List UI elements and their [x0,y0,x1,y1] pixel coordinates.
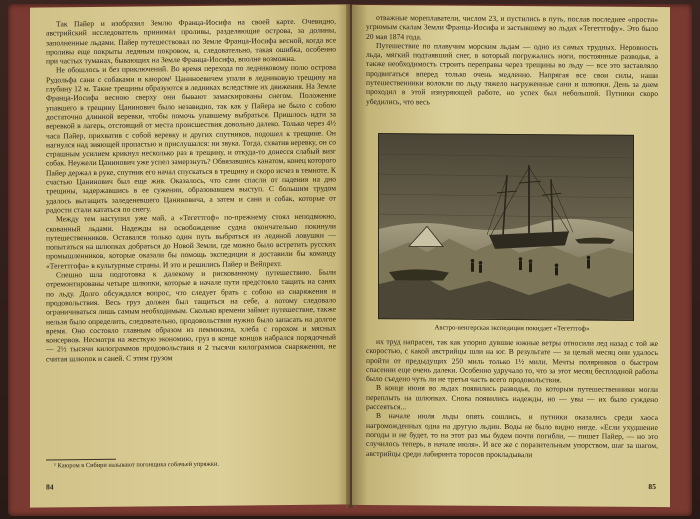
footnote: ¹ Каюром в Сибири называют погонщика собачьей упряжки. [54,460,219,470]
paragraph: Спешно шла подготовка к далекому и рискованному путешествию. Были отремонтированы четыре шлюпки, которые в начале пути предстояло тащить на санях по льду. Долго обсуждался вопрос, что следует брать с собою из снаряжения и продовольствия. Весь груз должен был тащиться на себе, а потому следовало ограничиваться лишь самым необходимым. Сколько времени займет путешествие, также нельзя было определить, следовательно, продовольствия нужно было запасать на долгое время. Оно состояло главным образом из пеммикана, хлеба с горохом и мясных консервов. Несмотря на жесткую экономию, груз в конце концов набрался порядочный — 2½ тысячи килограммов продовольствия и 2 тысячи килограммов снаряжения, не считая шлюпок и саней. С этим грузом [46,267,336,364]
paragraph: Путешествие по плавучим морским льдам — одно из самых трудных. Неровность льда, мягкий подтаявший снег, в который погружались ноги, постоянные разводья, а также необходимость строить переправы через трещины во льду — все это заставляло продвигаться вперед только очень медленно. Напрягая все свои силы, наши путешественники волокли по льду тяжело нагруженные сани и шлюпки. День за днем проходил в этой изнуряющей работе, но успех был небольшой. Путники скоро убедились, что весь [366,40,658,107]
page-number-right: 85 [648,481,656,491]
right-page [352,5,670,507]
paragraph: Так Пайер и изобразил Землю Франца-Иосифа на своей карте. Очевидно, австрийский исследователь принимал проливы, разделяющие острова, за долины, заполненные льдами. Пайер путешествовал по Земле Франца-Иосифа весной, когда все проливы еще покрыты ледяным покровом, и, следовательно, такая ошибка, особенно при частых туманах, бывающих на Земле Франца-Иосифа, вполне возможна. [46,16,336,66]
ship-in-ice-illustration [378,133,634,321]
paragraph: Не обошлось и без приключений. Во время перехода по ледниковому полю острова Рудольфа сани с собаками и каюром¹ Цаниноевичем упали в ледниковую трещину на глубину 12 м. Такие трещины образуются в ледниках вследствие их движения. На Земле Франца-Иосифа весною сверху они бывают замаскированы снегом. Положение упавшего в трещину Цанинович было незавидно, так как у Пайера не было с собою достаточно длинной веревки, чтобы помочь упавшему выбраться. Пришлось идти за веревкой в лагерь, отстоящий от места происшествия довольно далеко. Только через 4½ часа Пайер, прихватив с собой веревку и других спутников, подошел к трещине. Он нагнулся над зияющей пропастью и прислушался: ни звука. Тогда, схватив веревку, он со страшным усилием крикнул несколько раз в трещину, и откуда-то донесся слабый визг собак. Неужели Цанинович уже успел замерзнуть? Обвязавшись канатом, конец которого Пайер держал в руке, спутник его начал спускаться в трещину и скоро исчез в темноте. К счастью Цанинович был еще жив. Оказалось, что сани спасли от падения на дно трещины, задержавшись в ее сужении, образовавшем выступ. С большим трудом удалось вытащить заледеневшего Цаниновича, а затем и сани и собак, которые от радости стали кататься по снегу. [46,62,336,215]
left-page [30,4,350,507]
right-page-text-bottom [366,337,658,460]
illustration-caption: Австро-венгерская экспедиция покидает «Тегеттгоф» [434,324,590,333]
right-page-text-top [366,13,658,108]
footnote-rule [46,459,116,461]
paragraph: отважные мореплаватели, числом 23, и пустились в путь, послав последнее «прости» угрюмым скалам Земли Франца-Иосифа и застывшему во льдах «Тегеттгофу». Это было 20 мая 1874 года. [366,13,658,41]
paragraph: их труд напрасен, так как упорно дувшие южные ветры относили лед назад с той же скоростью, с какой австрийцы шли на юг. В результате — за целый месяц они удалось пройти от предыдущих 250 миль только 1½ мили. Мечты полярников о быстром спасении еще очень далеки. Особенно удручало то, что за этот месяц бесплодной работы было съедено чуть ли не третья часть всего продовольствия. [366,337,658,385]
paragraph: В начале июля льды опять сошлись, и путники оказались среди хаоса нагроможденных одна на другую льдин. Воды не было видно нигде. «Если ухудшение погоды и не будет, то на этот раз мы будем почти погибли, — пишет Пайер, — но это случилось теперь, в начале июля». И все же с поразительным упорством, шаг за шагом, австрийцы среди лабиринта торосов прокладывали [366,411,658,459]
paragraph: В конце июня во льдах появились разводья, по которым путешественники могли переплыть на шлюпках. Снова появились надежды, но — увы — их было суждено рассеяться... [366,383,658,412]
engraving-graphic [379,134,633,320]
paragraph: Между тем наступил уже май, а «Тегеттгоф» по-прежнему стоял неподвижно, скованный льдами. Надежды на освобождение судна окончательно покинули путешественников. Оставался только один путь выбраться из ледяной ловушки — попытаться на шлюпках добраться до Новой Земли, где можно было встретить русских промышленников, которые оказали бы помощь экспедиции и доставили бы команду «Тегеттгофа» в культурные страны. И это и решились Пайер и Вейпрехт. [46,211,336,271]
left-page-text [46,16,336,363]
page-number-left: 84 [46,482,54,492]
